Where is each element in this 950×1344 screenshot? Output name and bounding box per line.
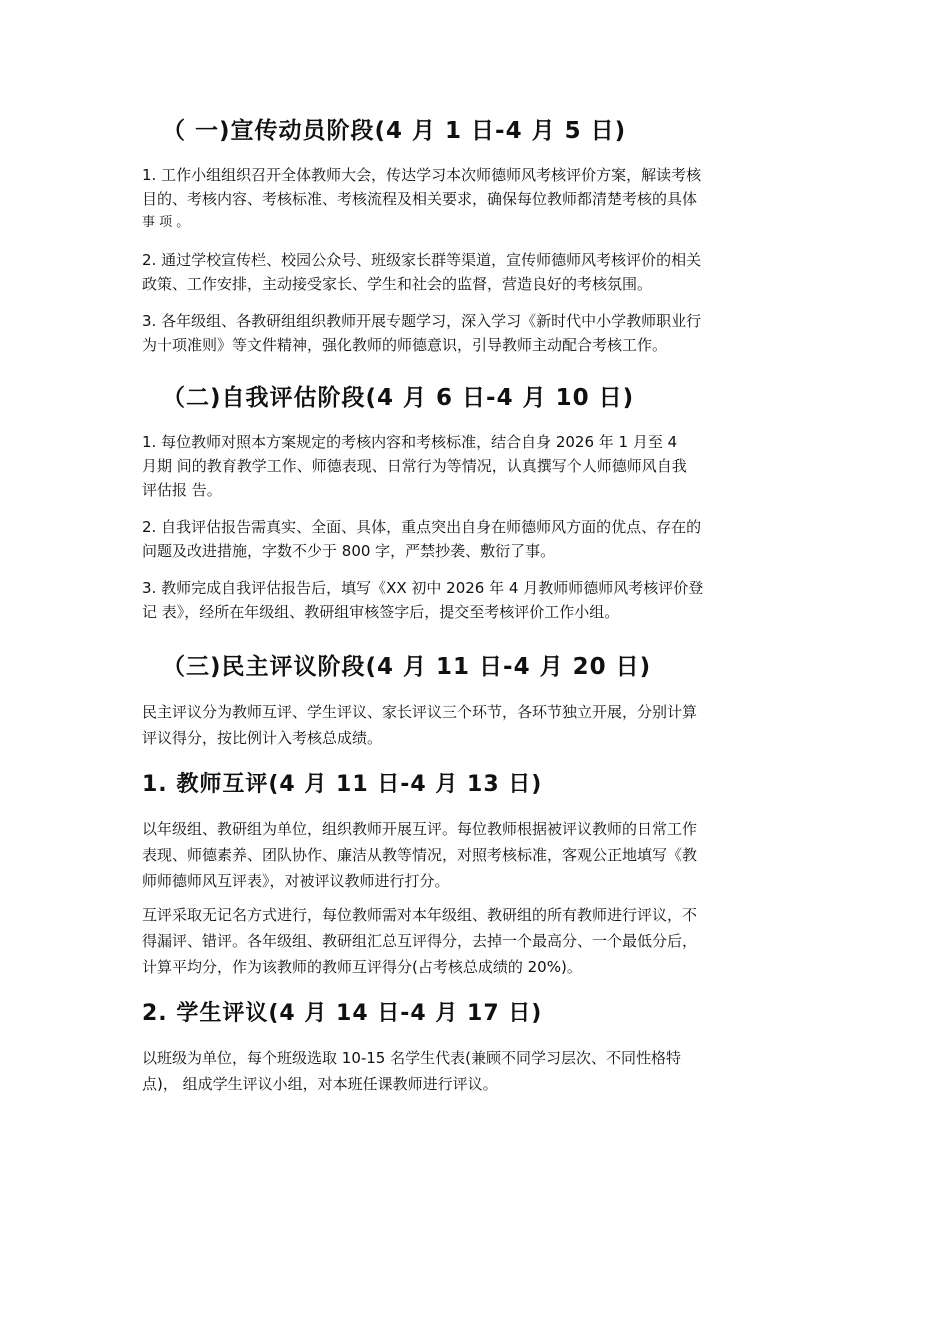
section-2-item-1-line-1: 1. 每位教师对照本方案规定的考核内容和考核标准，结合自身 2026 年 1 月至 4 [142, 433, 678, 451]
section-2-item-2-line-2: 问题及改进措施，字数不少于 800 字，严禁抄袭、敷衍了事。 [142, 542, 556, 560]
subsection-heading-peer-review: 1. 教师互评(4 月 11 日-4 月 13 日) [142, 772, 543, 797]
peer-review-paragraph-1-line-1: 以年级组、教研组为单位，组织教师开展互评。每位教师根据被评议教师的日常工作 [142, 820, 698, 838]
section-2-item-1-line-2: 月期 间的教育教学工作、师德表现、日常行为等情况，认真撰写个人师德师风自我 [142, 457, 687, 475]
section-1-item-1 [142, 163, 804, 235]
peer-review-paragraph-2-line-1: 互评采取无记名方式进行，每位教师需对本年级组、教研组的所有教师进行评议，不 [142, 906, 698, 924]
section-2-item-2 [142, 515, 804, 563]
section-1-item-3-line-1: 3. 各年级组、各教研组组织教师开展专题学习，深入学习《新时代中小学教师职业行 [142, 312, 702, 330]
section-2-item-1-line-3: 评估报 告。 [142, 481, 222, 499]
peer-review-paragraph-1-line-3: 师师德师风互评表》，对被评议教师进行打分。 [142, 872, 450, 890]
section-1-item-2-line-1: 2. 通过学校宣传栏、校园公众号、班级家长群等渠道，宣传师德师风考核评价的相关 [142, 251, 702, 269]
section-2-item-3 [142, 576, 804, 624]
section-1-item-3-line-2: 为十项准则》等文件精神，强化教师的师德意识，引导教师主动配合考核工作。 [142, 336, 668, 354]
section-1-item-1-line-1: 1. 工作小组组织召开全体教师大会，传达学习本次师德师风考核评价方案，解读考核 [142, 166, 702, 184]
section-2-item-2-line-1: 2. 自我评估报告需真实、全面、具体，重点突出自身在师德师风方面的优点、存在的 [142, 518, 702, 536]
section-2-item-3-line-1: 3. 教师完成自我评估报告后，填写《XX 初中 2026 年 4 月教师师德师风考核评价登 [142, 579, 704, 597]
section-2-item-3-line-2: 记 表》，经所在年级组、教研组审核签字后，提交至考核评价工作小组。 [142, 603, 620, 621]
section-3-intro-line-2: 评议得分，按比例计入考核总成绩。 [142, 729, 383, 747]
peer-review-paragraph-1-line-2: 表现、师德素养、团队协作、廉洁从教等情况，对照考核标准，客观公正地填写《教 [142, 846, 698, 864]
section-1-item-3 [142, 309, 804, 357]
peer-review-paragraph-2-line-2: 得漏评、错评。各年级组、教研组汇总互评得分，去掉一个最高分、一个最低分后， [142, 932, 698, 950]
section-heading-self-assessment: （二)自我评估阶段(4 月 6 日-4 月 10 日) [162, 385, 635, 411]
section-1-item-1-line-3: 事 项 。 [142, 215, 190, 230]
student-review-paragraph-1-line-2: 点)， 组成学生评议小组，对本班任课教师进行评议。 [142, 1075, 498, 1093]
student-review-paragraph-1-line-1: 以班级为单位，每个班级选取 10-15 名学生代表(兼顾不同学习层次、不同性格特 [142, 1049, 681, 1067]
section-heading-democratic-review: （三)民主评议阶段(4 月 11 日-4 月 20 日) [162, 654, 652, 680]
section-1-item-2-line-2: 政策、工作安排，主动接受家长、学生和社会的监督，营造良好的考核氛围。 [142, 275, 653, 293]
section-1-item-1-line-2: 目的、考核内容、考核标准、考核流程及相关要求，确保每位教师都清楚考核的具体 [142, 190, 698, 208]
peer-review-paragraph-1 [142, 816, 804, 894]
section-3-intro [142, 699, 804, 751]
peer-review-paragraph-2-line-3: 计算平均分，作为该教师的教师互评得分(占考核总成绩的 20%)。 [142, 958, 582, 976]
section-1-item-2 [142, 248, 804, 296]
student-review-paragraph-1 [142, 1045, 804, 1097]
peer-review-paragraph-2 [142, 902, 804, 980]
section-heading-publicity: （ 一)宣传动员阶段(4 月 1 日-4 月 5 日) [162, 118, 627, 144]
subsection-heading-student-review: 2. 学生评议(4 月 14 日-4 月 17 日) [142, 1001, 543, 1026]
section-3-intro-line-1: 民主评议分为教师互评、学生评议、家长评议三个环节，各环节独立开展，分别计算 [142, 703, 698, 721]
section-2-item-1 [142, 430, 804, 502]
